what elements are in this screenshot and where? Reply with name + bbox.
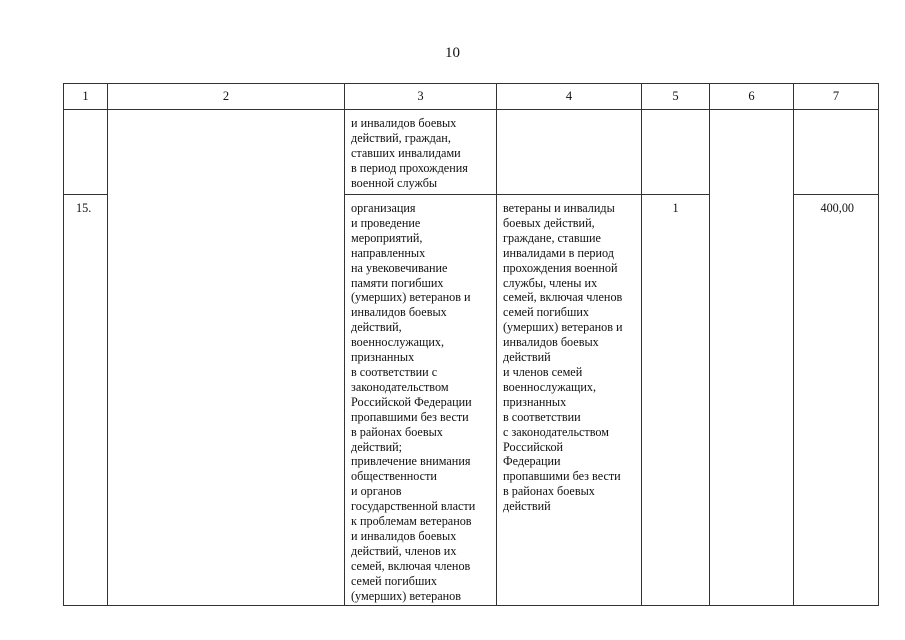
continued-col3-cell (345, 110, 497, 195)
continued-col3-text: и инвалидов боевых действий, граждан, ставших инвалидами в период прохождения военной службы (351, 116, 468, 190)
activity-description-cell (345, 195, 497, 606)
continued-col7-cell (794, 110, 879, 195)
table-header-row (64, 84, 879, 110)
target-group-cell (497, 195, 642, 606)
table-row-continued (64, 110, 879, 195)
column-header-7: 7 (794, 84, 879, 110)
row-number-cell (64, 195, 108, 606)
row-15-col2-cell (108, 195, 345, 606)
row-number: 15. (76, 201, 92, 215)
column-header-4: 4 (497, 84, 642, 110)
quantity-value: 1 (672, 201, 679, 215)
column-header-3: 3 (345, 84, 497, 110)
continued-col4-cell (497, 110, 642, 195)
continued-col5-cell (642, 110, 710, 195)
continued-col2-cell (108, 110, 345, 195)
row-15-col6-cell (710, 195, 794, 606)
activity-description: организация и проведение мероприятий, направленных на увековечивание памяти погибших (умерших) ветеранов и инвалидов боевых действий, военнослужащих, признанных в соответствии с законодательством Российской Федерации пропавшими без вести в районах боевых действий; привлечение внимания общественности и органов государственной власти к проблемам ветеранов и инвалидов боевых действий, членов их семей, включая членов семей погибших (умерших) ветеранов (351, 201, 476, 603)
continued-col1-cell (64, 110, 108, 195)
continued-col6-cell (710, 110, 794, 195)
column-header-6: 6 (710, 84, 794, 110)
quantity-cell (642, 195, 710, 606)
column-header-2: 2 (108, 84, 345, 110)
target-group: ветераны и инвалиды боевых действий, граждане, ставшие инвалидами в период прохождения военной службы, члены их семей, включая членов семей погибших (умерших) ветеранов и инвалидов боевых действий и членов семей военнослужащих, признанных в соответствии с законодательством Российской Федерации пропавшими без вести в районах боевых действий (503, 201, 623, 514)
page-number: 10 (445, 45, 460, 61)
column-header-5: 5 (642, 84, 710, 110)
amount-value: 400,00 (820, 201, 854, 215)
column-header-1: 1 (64, 84, 108, 110)
amount-cell (794, 195, 879, 606)
table-row-15 (64, 195, 879, 606)
data-table (63, 83, 879, 606)
